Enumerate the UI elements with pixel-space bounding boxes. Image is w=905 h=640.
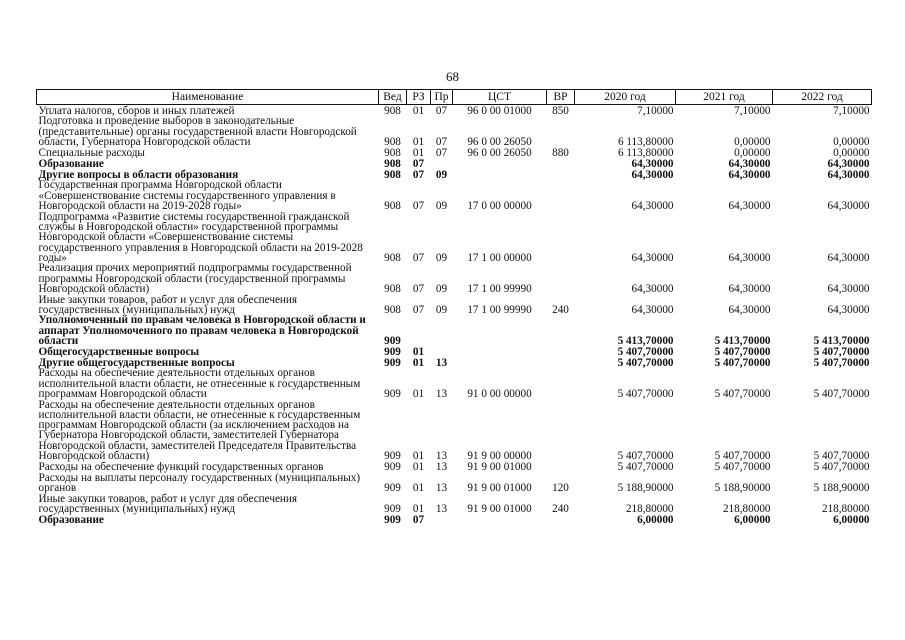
cell-rz: 07 [412,168,425,181]
cell-ved: 908 [384,168,401,181]
cell-ved: 909 [384,449,401,462]
cell-2021: 64,30000 [728,251,771,264]
cell-2021: 218,80000 [722,502,771,515]
cell-cst: 96 0 00 26050 [467,146,532,159]
cell-2021: 5 407,70000 [714,449,771,462]
cell-2020: 5 413,70000 [617,334,674,347]
cell-ved: 909 [384,513,401,526]
cell-rz: 01 [412,135,425,148]
cell-cst: 91 9 00 01000 [467,502,532,515]
cell-2022: 218,80000 [821,502,870,515]
cell-cst [453,169,547,180]
cell-name: Образование [38,513,104,526]
cell-rz: 07 [412,157,425,170]
cell-vr: 850 [552,104,569,117]
cell-pr: 13 [435,502,448,515]
table-row [37,147,872,158]
cell-2021: 5 407,70000 [714,460,771,473]
cell-pr: 13 [435,356,448,369]
cell-2022: 5 407,70000 [813,345,870,358]
cell-cst [453,315,547,346]
cell-name: Подпрограмма «Развитие системы государственной гражданской службы в Новгородской области» государственной программы Новгородской области «Совершенствование системы государственного управления в Новгородской области на 2019-2028 годы» [38,210,363,264]
cell-rz: 01 [412,449,425,462]
cell-ved: 909 [384,460,401,473]
table-row [37,514,872,525]
cell-2022: 64,30000 [827,199,870,212]
cell-ved: 909 [384,356,401,369]
cell-pr [431,315,453,346]
cell-name: Другие общегосударственные вопросы [38,356,235,369]
cell-rz: 01 [412,104,425,117]
cell-2022: 0,00000 [833,146,870,159]
cell-name: Иные закупки товаров, работ и услуг для обеспечения государственных (муниципальных) нужд [38,492,298,515]
cell-pr: 09 [435,303,448,316]
cell-pr: 09 [435,168,448,181]
cell-ved: 908 [384,303,401,316]
cell-cst: 91 9 00 00000 [467,449,532,462]
cell-2020: 64,30000 [631,251,674,264]
cell-rz: 01 [412,146,425,159]
table-row [37,211,872,263]
table-header-row [37,90,872,105]
cell-2020: 5 188,90000 [617,481,674,494]
cell-pr: 07 [435,135,448,148]
cell-ved: 908 [384,104,401,117]
cell-2022: 64,30000 [827,251,870,264]
cell-2022: 6,00000 [833,513,870,526]
table-row [37,294,872,315]
cell-cst: 96 0 00 26050 [467,135,532,148]
cell-2020: 5 407,70000 [617,345,674,358]
table-row [37,346,872,357]
cell-2022: 5 413,70000 [813,334,870,347]
cell-vr [547,158,575,169]
cell-vr [547,399,575,461]
cell-2020: 64,30000 [631,168,674,181]
table-row [37,461,872,472]
cell-rz: 07 [412,513,425,526]
cell-rz: 01 [412,460,425,473]
cell-name: Расходы на обеспечение деятельности отдельных органов исполнительной власти области, не отнесенные к государственным программам Новгородской области (за исключением расходов на Губернатора Новгородской области, заместителей Губернатора Новгородской области, заместителей Председателя Правительства Новгородской области) [38,398,361,462]
cell-2022: 64,30000 [827,168,870,181]
cell-cst [453,346,547,357]
cell-pr: 13 [435,460,448,473]
table-row [37,368,872,399]
cell-ved: 908 [384,282,401,295]
header-rz: РЗ [407,90,431,105]
cell-ved: 909 [384,334,401,347]
cell-cst: 17 1 00 99990 [467,303,532,316]
cell-ved: 908 [384,157,401,170]
table-row [37,472,872,493]
cell-name: Расходы на выплаты персоналу государственных (муниципальных) органов [38,471,361,494]
cell-name: Расходы на обеспечение деятельности отдельных органов исполнительной власти области, не отнесенные к государственным программам Новгородской области [38,367,361,400]
page-number: 68 [446,69,459,84]
cell-rz [407,315,431,346]
cell-cst: 91 9 00 01000 [467,481,532,494]
cell-name: Другие вопросы в области образования [38,168,239,181]
cell-cst: 91 9 00 01000 [467,460,532,473]
cell-pr: 09 [435,199,448,212]
cell-2022: 7,10000 [833,104,870,117]
cell-ved: 908 [384,146,401,159]
cell-ved: 909 [384,345,401,358]
cell-pr [431,346,453,357]
header-pr: Пр [431,90,453,105]
table-row [37,263,872,294]
cell-2020: 64,30000 [631,199,674,212]
cell-2020: 64,30000 [631,303,674,316]
cell-2021: 5 407,70000 [714,387,771,400]
cell-2022: 5 188,90000 [813,481,870,494]
header-2022: 2022 год [773,90,872,105]
cell-vr [547,263,575,294]
cell-2020: 6 113,80000 [617,146,674,159]
table-row [37,357,872,368]
cell-2020: 5 407,70000 [617,387,674,400]
cell-name: Государственная программа Новгородской области «Совершенствование системы государственного управления в Новгородской области на 2019-2028 годы» [38,179,336,212]
cell-vr [547,346,575,357]
cell-2022: 64,30000 [827,282,870,295]
header-vr: ВР [547,90,575,105]
cell-vr [547,315,575,346]
table-row [37,169,872,180]
cell-vr: 120 [552,481,569,494]
cell-2021: 5 407,70000 [714,356,771,369]
cell-pr: 07 [435,146,448,159]
table-row [37,116,872,147]
cell-rz: 01 [412,387,425,400]
cell-2020: 64,30000 [631,282,674,295]
cell-pr: 13 [435,481,448,494]
cell-2022: 0,00000 [833,135,870,148]
cell-2020: 218,80000 [625,502,674,515]
table-row [37,315,872,346]
cell-name: Общегосударственные вопросы [38,345,200,358]
cell-ved: 908 [384,251,401,264]
cell-vr [547,357,575,368]
cell-vr [547,180,575,211]
cell-name: Реализация прочих мероприятий подпрограммы государственной программы Новгородской области (государственной программы Новгородской области) [38,262,352,295]
cell-cst: 91 0 00 00000 [467,387,532,400]
cell-2021: 64,30000 [728,303,771,316]
header-2021: 2021 год [676,90,773,105]
cell-name: Расходы на обеспечение функций государственных органов [38,460,324,473]
cell-name: Образование [38,157,104,170]
table-row [37,105,872,117]
cell-2021: 5 188,90000 [714,481,771,494]
cell-2020: 6 113,80000 [617,135,674,148]
cell-2022: 5 407,70000 [813,449,870,462]
cell-2021: 5 413,70000 [714,334,771,347]
cell-2022: 5 407,70000 [813,460,870,473]
cell-2021: 0,00000 [734,135,771,148]
cell-vr: 240 [552,502,569,515]
cell-rz: 01 [412,356,425,369]
cell-2021: 6,00000 [734,513,771,526]
cell-rz: 07 [412,282,425,295]
table-row [37,399,872,461]
cell-pr: 09 [435,251,448,264]
cell-2020: 7,10000 [637,104,674,117]
cell-2021: 64,30000 [728,168,771,181]
table-row [37,493,872,514]
cell-cst [453,357,547,368]
cell-2021: 7,10000 [734,104,771,117]
cell-pr: 13 [435,387,448,400]
cell-name: Уполномоченный по правам человека в Новгородской области и аппарат Уполномоченного по правам человека в Новгородской области [38,314,366,347]
cell-2022: 64,30000 [827,303,870,316]
cell-pr: 09 [435,282,448,295]
header-cst: ЦСТ [453,90,547,105]
cell-rz: 01 [412,502,425,515]
budget-table [36,89,872,525]
cell-ved: 909 [384,481,401,494]
cell-ved: 908 [384,199,401,212]
table-row [37,180,872,211]
cell-rz: 01 [412,481,425,494]
cell-2022: 5 407,70000 [813,387,870,400]
cell-ved: 909 [384,502,401,515]
cell-2022: 64,30000 [827,157,870,170]
cell-ved: 909 [384,387,401,400]
cell-cst [453,514,547,525]
header-2020: 2020 год [575,90,676,105]
cell-pr: 07 [435,104,448,117]
cell-2022: 5 407,70000 [813,356,870,369]
header-name: Наименование [37,90,379,105]
cell-2021: 64,30000 [728,157,771,170]
cell-2021: 64,30000 [728,199,771,212]
cell-name: Специальные расходы [38,146,145,159]
cell-rz: 07 [412,303,425,316]
cell-cst [453,158,547,169]
cell-vr [547,116,575,147]
cell-pr [431,514,453,525]
cell-cst: 17 1 00 99990 [467,282,532,295]
cell-vr: 240 [552,303,569,316]
cell-name: Уплата налогов, сборов и иных платежей [38,104,235,117]
cell-2020: 5 407,70000 [617,449,674,462]
cell-name: Иные закупки товаров, работ и услуг для обеспечения государственных (муниципальных) нужд [38,293,298,316]
cell-ved: 908 [384,135,401,148]
cell-vr [547,169,575,180]
cell-cst: 96 0 00 01000 [467,104,532,117]
cell-cst: 17 0 00 00000 [467,199,532,212]
cell-vr [547,514,575,525]
cell-cst: 17 1 00 00000 [467,251,532,264]
cell-2020: 5 407,70000 [617,356,674,369]
cell-vr [547,461,575,472]
cell-2020: 5 407,70000 [617,460,674,473]
cell-2020: 64,30000 [631,157,674,170]
cell-2020: 6,00000 [637,513,674,526]
cell-vr [547,368,575,399]
cell-vr [547,211,575,263]
cell-rz: 07 [412,199,425,212]
cell-2021: 0,00000 [734,146,771,159]
cell-rz: 01 [412,345,425,358]
cell-vr: 880 [552,146,569,159]
header-ved: Вед [379,90,407,105]
cell-pr: 13 [435,449,448,462]
cell-2021: 64,30000 [728,282,771,295]
cell-2021: 5 407,70000 [714,345,771,358]
table-row [37,158,872,169]
cell-rz: 07 [412,251,425,264]
cell-pr [431,158,453,169]
cell-name: Подготовка и проведение выборов в законодательные (представительные) органы государственной власти Новгородской области, Губернатора Новгородской области [38,115,357,148]
